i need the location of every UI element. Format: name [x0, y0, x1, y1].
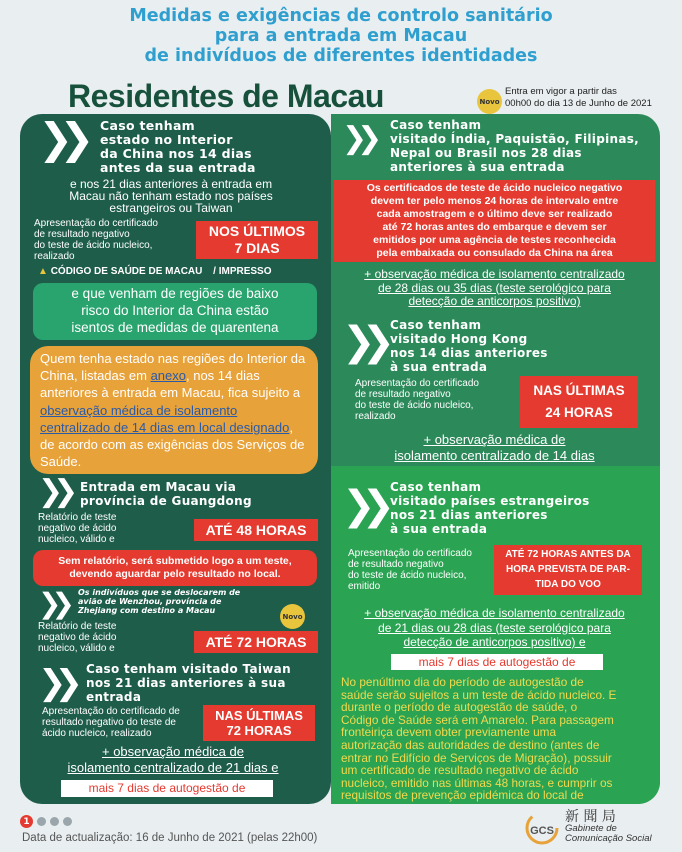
section-interior-heading: Caso tenham estado no Interior da China nos 14 dias antes da sua entrada: [100, 118, 256, 175]
chevron-icon: ❯❯: [342, 319, 382, 365]
logo-portuguese-name: Gabinete de Comunicação Social: [565, 823, 652, 844]
svg-text:GCS: GCS: [530, 825, 554, 837]
page-dot[interactable]: [63, 817, 72, 826]
foreign-self-management: mais 7 dias de autogestão de: [391, 654, 603, 670]
low-risk-exemption: e que venham de regiões de baixo risco do Interior da China estão isentos de medidas de quarentena: [33, 283, 317, 340]
foreign-self-management-details: No penúltimo dia do período de autogestão de saúde serão sujeitos a um teste de ácido nucleico. E durante o período de autogestão de saúde, o Código de Saúde será em Amarelo. Para passagem fronteiriça devem obter previamente uma autorização das autoridades de destino (antes de entrar no Edifício de Serviços de Migração), possuir um certificado de resultado negativo de ácido nucleico, emitido nas últimas 48 horas, e cumprir os requisitos de prevenção epidémica do local de: [341, 675, 617, 803]
section-foreign-requirement: Apresentação do certificado de resultado negativo do teste de ácido nucleico, emitido: [348, 548, 472, 592]
header-title: Medidas e exigências de controlo sanitário para a entrada em Macau de indivíduos de diferentes identidades: [129, 6, 553, 66]
chevron-icon: ❯❯: [38, 474, 69, 509]
section-hongkong-heading: Caso tenham visitado Hong Kong nos 14 dias anteriores à sua entrada: [390, 318, 548, 374]
india-observation: + observação médica de isolamento centralizado de 28 dias ou 35 dias (teste serológico para detecção de anticorpos positivo): [364, 267, 625, 308]
annex-link[interactable]: anexo: [150, 368, 186, 384]
chevron-icon: ❯❯: [38, 663, 71, 703]
effective-date: Entra em vigor a partir das 00h00 do dia 13 de Junho de 2021: [505, 86, 652, 109]
chevron-icon: ❯❯: [342, 483, 382, 529]
section-wenzhou-heading: Os indivíduos que se deslocarem de avião de Wenzhou, província de Zhejiang com destino a Macau: [78, 588, 241, 615]
gcs-logo-mark: [524, 808, 560, 848]
time-box-before-flight: ATÉ 72 HORAS ANTES DA HORA PREVISTA DE PAR- TIDA DO VOO: [494, 545, 642, 595]
logo-chinese-name: 新 聞 局: [565, 809, 616, 825]
india-test-requirement: Os certificados de teste de ácido nucleico negativo devem ter pelo menos 24 horas de intervalo entre cada amostragem e o último deve ser realizado até 72 horas antes do embarque e devem ser emitidos por uma agência de testes reconhecida pela embaixada ou consulado da China na área: [334, 180, 655, 262]
health-code-line: ▲ CÓDIGO DE SAÚDE DE MACAU / IMPRESSO: [38, 266, 272, 277]
section-guangdong-requirement: Relatório de teste negativo de ácido nucleico, válido e: [38, 512, 117, 545]
novo-badge: Novo: [280, 604, 305, 629]
section-interior-requirement: Apresentação do certificado de resultado negativo do teste de ácido nucleico, realizado: [34, 218, 158, 262]
section-taiwan-heading: Caso tenham visitado Taiwan nos 21 dias anteriores à sua entrada: [86, 662, 291, 704]
section-india-heading: Caso tenham visitado Índia, Paquistão, Filipinas, Nepal ou Brasil nos 28 dias anteriores à sua entrada: [390, 118, 640, 174]
no-report-warning: Sem relatório, será submetido logo a um teste, devendo aguardar pelo resultado no local.: [33, 550, 317, 586]
novo-badge: Novo: [477, 89, 502, 114]
time-box-7-days: NOS ÚLTIMOS 7 DIAS: [196, 221, 318, 259]
taiwan-self-management: mais 7 dias de autogestão de: [61, 780, 273, 797]
chevron-icon: ❯❯: [38, 114, 81, 163]
foreign-observation: + observação médica de isolamento centralizado de 21 dias ou 28 dias (teste serológico para detecção de anticorpos positivo) e: [364, 606, 625, 649]
triangle-up-icon: ▲: [38, 266, 48, 277]
time-box-taiwan-72-hours: NAS ÚLTIMAS 72 HORAS: [203, 705, 315, 741]
taiwan-observation: + observação médica de isolamento centralizado de 21 dias e: [67, 744, 279, 775]
page-title: Residentes de Macau: [68, 78, 384, 114]
time-box-72-hours: ATÉ 72 HORAS: [194, 631, 318, 653]
hongkong-observation: + observação médica de isolamento centralizado de 14 dias: [394, 432, 595, 463]
chevron-icon: ❯❯: [342, 121, 373, 156]
time-box-48-hours: ATÉ 48 HORAS: [194, 519, 318, 541]
page-dot[interactable]: [50, 817, 59, 826]
page-indicator[interactable]: [20, 815, 72, 828]
section-foreign-heading: Caso tenham visitado países estrangeiros nos 21 dias anteriores à sua entrada: [390, 480, 590, 536]
section-wenzhou-requirement: Relatório de teste negativo de ácido nucleico, válido e: [38, 621, 117, 654]
page-number[interactable]: 1: [20, 815, 33, 828]
section-interior-condition: e nos 21 dias anteriores à entrada em Macau não tenham estado nos países estrangeiros ou Taiwan: [69, 177, 273, 215]
time-box-24-hours: NAS ÚLTIMAS 24 HORAS: [520, 376, 638, 428]
page-dot[interactable]: [37, 817, 46, 826]
section-guangdong-heading: Entrada em Macau via província de Guangdong: [80, 480, 252, 508]
chevron-icon: ❯❯: [38, 587, 65, 620]
section-taiwan-requirement: Apresentação do certificado de resultado negativo do teste de ácido nucleico, realizado: [42, 706, 180, 739]
section-hongkong-requirement: Apresentação do certificado de resultado negativo do teste de ácido nucleico, realizado: [355, 378, 479, 422]
update-date: Data de actualização: 16 de Junho de 2021 (pelas 22h00): [22, 832, 318, 844]
risk-region-notice: Quem tenha estado nas regiões do Interior da China, listadas em anexo, nos 14 dias anteriores à entrada em Macau, fica sujeito a observação médica de isolamento centralizado de 14 dias em local designado, de acordo com as exigências dos Serviços de Saúde.: [30, 346, 318, 474]
